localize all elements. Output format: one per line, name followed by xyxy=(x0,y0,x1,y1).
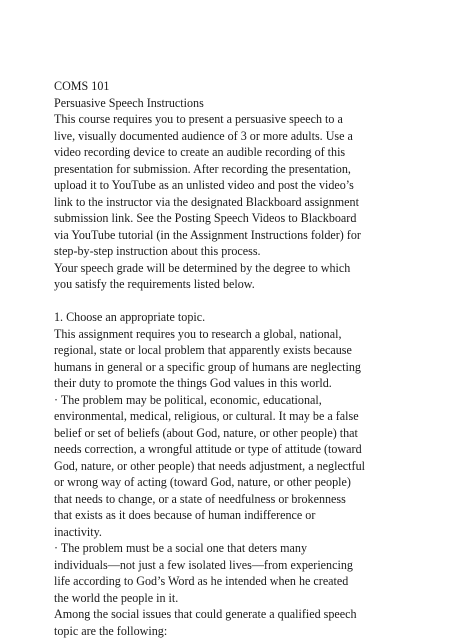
paragraph-gap xyxy=(54,293,446,310)
section-heading: 1. Choose an appropriate topic. xyxy=(54,310,206,324)
paragraph-line: live, visually documented audience of 3 or more adults. Use a xyxy=(54,128,353,143)
paragraph-line: via YouTube tutorial (in the Assignment Instructions folder) for xyxy=(54,227,361,242)
document-body xyxy=(54,78,446,639)
paragraph-line: topic are the following: xyxy=(54,623,168,638)
bullet-line: individuals—not just a few isolated lives—from experiencing xyxy=(54,557,353,572)
bullet-line: · The problem must be a social one that deters many xyxy=(54,541,308,555)
bullet-line: environmental, medical, religious, or cultural. It may be a false xyxy=(54,409,359,423)
bullet-line: · The problem may be political, economic, educational, xyxy=(54,392,322,407)
paragraph-line: upload it to YouTube as an unlisted video and post the video’s xyxy=(54,178,354,192)
grade-paragraph xyxy=(54,260,446,293)
bullet-line: inactivity. xyxy=(54,524,102,539)
bullet-line: God, nature, or other people) that needs adjustment, a neglectful xyxy=(54,458,365,473)
document-title: Persuasive Speech Instructions xyxy=(54,95,204,110)
paragraph-line: link to the instructor via the designated Blackboard assignment xyxy=(54,194,359,209)
bullet-line: the world the people in it. xyxy=(54,590,179,605)
bullet-line: or wrong way of acting (toward God, nature, or other people) xyxy=(54,475,351,489)
intro-paragraph xyxy=(54,111,446,260)
paragraph-line: This course requires you to present a persuasive speech to a xyxy=(54,112,343,126)
bullet-item-social-problem xyxy=(54,540,446,606)
paragraph-line: regional, state or local problem that apparently exists because xyxy=(54,343,352,357)
bullet-line: belief or set of beliefs (about God, nature, or other people) that xyxy=(54,425,358,440)
paragraph-line: submission link. See the Posting Speech Videos to Blackboard xyxy=(54,211,357,225)
paragraph-line: Among the social issues that could generate a qualified speech xyxy=(54,607,357,621)
paragraph-line: This assignment requires you to research a global, national, xyxy=(54,326,342,341)
paragraph-line: presentation for submission. After recording the presentation, xyxy=(54,161,351,176)
bullet-line: life according to God’s Word as he intended when he created xyxy=(54,574,349,588)
course-code: COMS 101 xyxy=(54,79,110,93)
section1-paragraph xyxy=(54,326,446,392)
paragraph-line: you satisfy the requirements listed below. xyxy=(54,277,255,291)
paragraph-line: humans in general or a specific group of humans are neglecting xyxy=(54,359,361,374)
bullet-item-problem-types xyxy=(54,392,446,541)
paragraph-line: Your speech grade will be determined by the degree to which xyxy=(54,260,351,275)
paragraph-line: video recording device to create an audible recording of this xyxy=(54,145,346,159)
closing-paragraph xyxy=(54,606,446,639)
bullet-line: that needs to change, or a state of needfulness or brokenness xyxy=(54,491,346,506)
paragraph-line: step-by-step instruction about this process. xyxy=(54,244,261,258)
paragraph-line: their duty to promote the things God values in this world. xyxy=(54,376,332,390)
bullet-line: needs correction, a wrongful attitude or type of attitude (toward xyxy=(54,442,362,456)
bullet-line: that exists as it does because of human indifference or xyxy=(54,508,316,522)
